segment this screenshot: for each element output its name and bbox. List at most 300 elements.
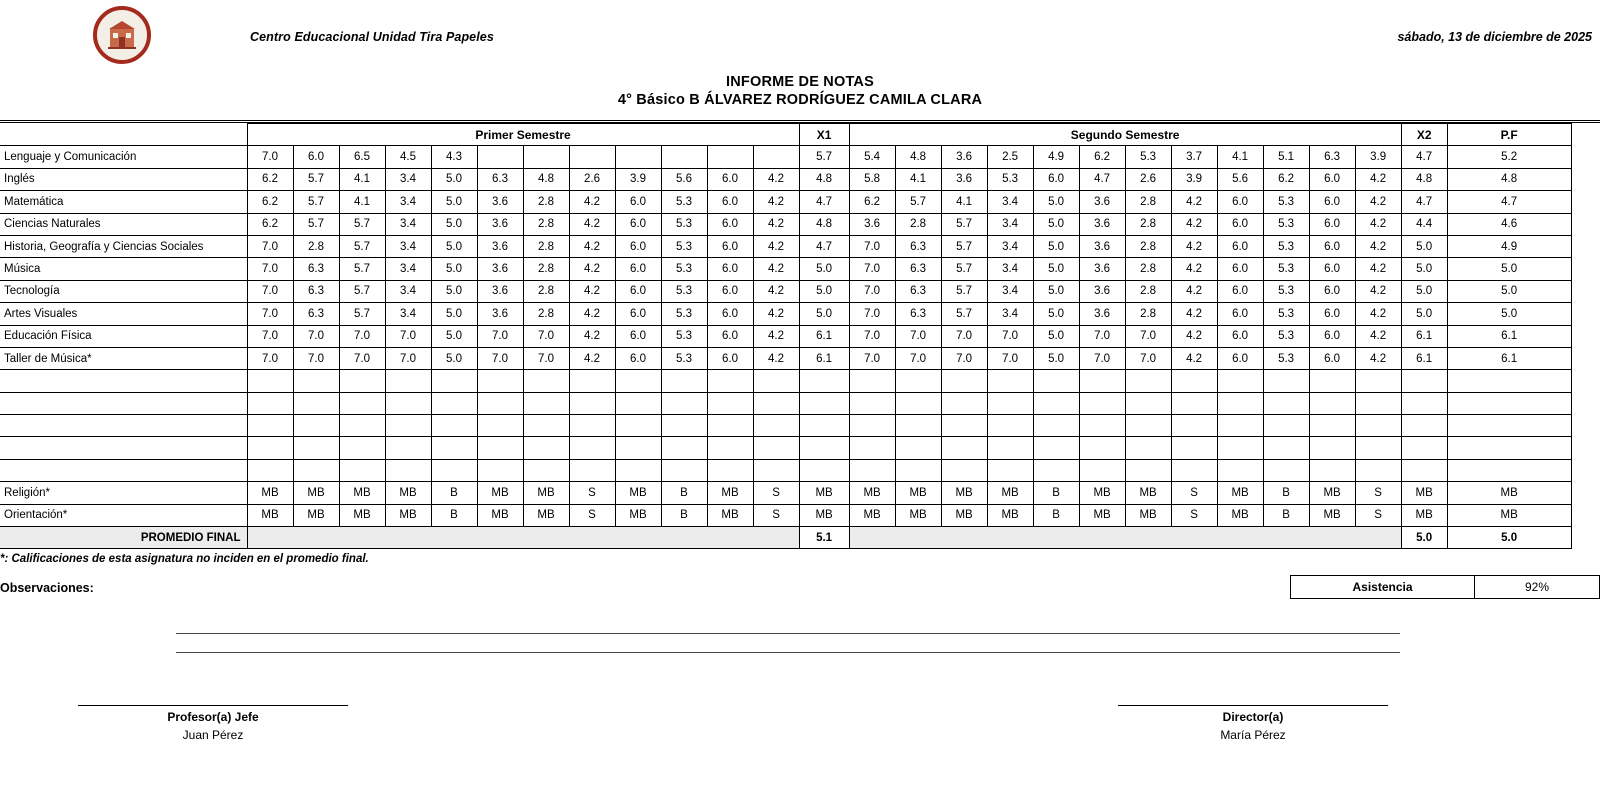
grade-cell-s2-4: 2.5 xyxy=(987,146,1033,168)
grade-cell-s2-4: 7.0 xyxy=(987,347,1033,369)
first-semester-header: Primer Semestre xyxy=(247,124,799,146)
grade-cell-empty xyxy=(849,459,895,481)
grade-cell-empty xyxy=(523,392,569,414)
final-grade: MB xyxy=(1447,482,1571,504)
grade-cell-empty xyxy=(1125,392,1171,414)
grade-cell-empty xyxy=(707,437,753,459)
grade-cell-s1-3: 5.7 xyxy=(339,235,385,257)
grade-cell-s1-3: 6.5 xyxy=(339,146,385,168)
grade-cell-s1-6: 7.0 xyxy=(477,347,523,369)
subject-name: Ciencias Naturales xyxy=(0,213,247,235)
x2-average: 5.0 xyxy=(1401,303,1447,325)
grade-cell-s1-2: 6.0 xyxy=(293,146,339,168)
grade-cell-empty xyxy=(431,415,477,437)
grade-cell-s1-9: 3.9 xyxy=(615,168,661,190)
grade-cell-empty xyxy=(1171,415,1217,437)
grade-cell-s2-11: 6.0 xyxy=(1309,191,1355,213)
grade-cell-s1-12: 4.2 xyxy=(753,168,799,190)
grade-cell-s2-4: 5.3 xyxy=(987,168,1033,190)
grade-cell-s1-10: 5.3 xyxy=(661,235,707,257)
grade-cell-s1-5: 5.0 xyxy=(431,168,477,190)
grade-cell-s2-9: 6.0 xyxy=(1217,191,1263,213)
grade-cell-s1-8: S xyxy=(569,504,615,526)
grade-cell-s2-3: MB xyxy=(941,504,987,526)
table-row xyxy=(0,280,1571,302)
grade-cell-s1-2: 6.3 xyxy=(293,303,339,325)
grade-cell-s2-2: 6.3 xyxy=(895,303,941,325)
grade-cell-s1-9: 6.0 xyxy=(615,235,661,257)
grade-cell-s1-11: 6.0 xyxy=(707,191,753,213)
grade-cell-s2-10: B xyxy=(1263,482,1309,504)
grade-cell-empty xyxy=(477,370,523,392)
grade-cell-s2-8: 4.2 xyxy=(1171,258,1217,280)
grade-cell-empty xyxy=(1355,415,1401,437)
grade-cell-empty xyxy=(1171,370,1217,392)
grade-cell-empty xyxy=(1447,437,1571,459)
grade-cell-empty xyxy=(753,459,799,481)
subject-name: Orientación* xyxy=(0,504,247,526)
grade-cell-empty xyxy=(799,437,849,459)
grade-cell-empty xyxy=(1263,370,1309,392)
x1-average: MB xyxy=(799,482,849,504)
grade-cell-s1-8: 4.2 xyxy=(569,303,615,325)
grade-cell-empty xyxy=(293,459,339,481)
grade-cell-s1-6: 3.6 xyxy=(477,258,523,280)
grade-cell-s2-10: 5.3 xyxy=(1263,280,1309,302)
grade-cell-s2-3: 5.7 xyxy=(941,235,987,257)
grade-cell-empty xyxy=(849,370,895,392)
grade-cell-s2-4: 3.4 xyxy=(987,235,1033,257)
teacher-role: Profesor(a) Jefe xyxy=(167,710,259,725)
grade-cell-empty xyxy=(477,459,523,481)
footnote: *: Calificaciones de esta asignatura no inciden en el promedio final. xyxy=(0,553,369,566)
grade-cell-empty xyxy=(1401,459,1447,481)
grade-cell-s2-10: 5.3 xyxy=(1263,213,1309,235)
grade-cell-s2-8: 3.7 xyxy=(1171,146,1217,168)
grade-cell-s2-7: 2.6 xyxy=(1125,168,1171,190)
grade-cell-s2-10: 5.3 xyxy=(1263,191,1309,213)
grade-cell-s1-3: 5.7 xyxy=(339,280,385,302)
grade-cell-empty xyxy=(661,392,707,414)
grade-cell-s1-5: 4.3 xyxy=(431,146,477,168)
grade-cell-s2-5: 5.0 xyxy=(1033,280,1079,302)
director-signature xyxy=(1118,705,1388,742)
grade-cell-s1-6: 3.6 xyxy=(477,303,523,325)
grade-cell-s1-7: 2.8 xyxy=(523,191,569,213)
grade-cell-empty xyxy=(339,415,385,437)
grade-cell-s2-8: 4.2 xyxy=(1171,280,1217,302)
grade-cell-empty xyxy=(1217,459,1263,481)
grade-cell-empty xyxy=(707,370,753,392)
grade-cell-empty xyxy=(799,392,849,414)
x2-average: 5.0 xyxy=(1401,280,1447,302)
final-grade: 4.7 xyxy=(1447,191,1571,213)
grade-cell-empty xyxy=(1125,370,1171,392)
grade-cell-s2-1: 6.2 xyxy=(849,191,895,213)
final-grade: 4.6 xyxy=(1447,213,1571,235)
grade-cell-empty xyxy=(1401,370,1447,392)
grade-cell-s2-5: 5.0 xyxy=(1033,258,1079,280)
grade-cell-s2-12: 4.2 xyxy=(1355,213,1401,235)
grade-cell-s1-1: MB xyxy=(247,504,293,526)
grade-cell-s2-6: 6.2 xyxy=(1079,146,1125,168)
grade-cell-empty xyxy=(339,392,385,414)
grade-cell-s1-1: 6.2 xyxy=(247,191,293,213)
grade-cell-s1-10: 5.3 xyxy=(661,347,707,369)
grade-cell-s1-7: 2.8 xyxy=(523,303,569,325)
grade-cell-s2-1: 5.4 xyxy=(849,146,895,168)
grade-cell-s1-9: 6.0 xyxy=(615,191,661,213)
grade-cell-empty xyxy=(247,392,293,414)
table-row xyxy=(0,213,1571,235)
grade-cell-s1-4: 3.4 xyxy=(385,280,431,302)
grade-cell-s2-2: 7.0 xyxy=(895,325,941,347)
grade-cell-s2-11: 6.0 xyxy=(1309,168,1355,190)
grade-cell-empty xyxy=(247,437,293,459)
grade-cell-s1-1: 6.2 xyxy=(247,213,293,235)
grade-cell-s1-8: S xyxy=(569,482,615,504)
grade-cell-s2-4: 3.4 xyxy=(987,213,1033,235)
x1-average: 5.0 xyxy=(799,303,849,325)
grade-cell-s1-4: 3.4 xyxy=(385,303,431,325)
grade-cell-empty xyxy=(1309,415,1355,437)
grade-cell-s1-5: 5.0 xyxy=(431,347,477,369)
director-name: María Pérez xyxy=(1220,728,1286,743)
grade-cell-empty xyxy=(615,437,661,459)
table-header-row xyxy=(0,124,1571,146)
grade-cell-s1-9: 6.0 xyxy=(615,280,661,302)
grade-cell-empty xyxy=(431,392,477,414)
grade-cell-empty xyxy=(431,370,477,392)
grade-cell-s1-11 xyxy=(707,146,753,168)
grade-cell-empty xyxy=(1309,392,1355,414)
grade-cell-s2-11: 6.0 xyxy=(1309,235,1355,257)
grade-cell-s2-3: 5.7 xyxy=(941,258,987,280)
grade-cell-empty xyxy=(1401,437,1447,459)
grade-cell-empty xyxy=(661,370,707,392)
grade-cell-empty xyxy=(895,370,941,392)
grade-cell-s1-10: 5.6 xyxy=(661,168,707,190)
grade-cell-s2-9: 6.0 xyxy=(1217,325,1263,347)
grade-cell-s2-1: 5.8 xyxy=(849,168,895,190)
observations-row xyxy=(0,581,1600,611)
grade-cell-s2-6: 7.0 xyxy=(1079,325,1125,347)
grade-cell-s1-7: 2.8 xyxy=(523,258,569,280)
grade-cell-s2-12: 4.2 xyxy=(1355,235,1401,257)
grade-cell-s2-1: MB xyxy=(849,504,895,526)
grade-cell-empty xyxy=(293,392,339,414)
second-semester-header: Segundo Semestre xyxy=(849,124,1401,146)
grade-cell-s1-6 xyxy=(477,146,523,168)
grade-cell-empty xyxy=(941,392,987,414)
grade-cell-s2-7: 7.0 xyxy=(1125,347,1171,369)
grade-cell-empty xyxy=(753,415,799,437)
grade-cell-s2-11: MB xyxy=(1309,504,1355,526)
grade-cell-s1-4: 7.0 xyxy=(385,347,431,369)
grade-cell-s1-2: 6.3 xyxy=(293,258,339,280)
grade-cell-s1-2: 5.7 xyxy=(293,191,339,213)
grade-cell-empty xyxy=(1171,459,1217,481)
grade-cell-s2-7: 2.8 xyxy=(1125,191,1171,213)
grade-cell-empty xyxy=(987,437,1033,459)
grade-cell-s1-1: 7.0 xyxy=(247,258,293,280)
grade-cell-empty xyxy=(1125,459,1171,481)
grade-cell-s1-11: MB xyxy=(707,482,753,504)
grade-cell-s1-10: B xyxy=(661,504,707,526)
subject-name: Artes Visuales xyxy=(0,303,247,325)
subject-name: Lenguaje y Comunicación xyxy=(0,146,247,168)
grade-cell-empty xyxy=(615,459,661,481)
grade-cell-s2-5: 4.9 xyxy=(1033,146,1079,168)
grade-cell-s2-5: 5.0 xyxy=(1033,347,1079,369)
grade-cell-empty xyxy=(431,437,477,459)
table-row-empty xyxy=(0,437,1571,459)
grade-cell-s2-5: 5.0 xyxy=(1033,235,1079,257)
table-row-empty xyxy=(0,392,1571,414)
grade-cell-empty xyxy=(895,459,941,481)
grade-cell-s1-3: MB xyxy=(339,482,385,504)
grade-cell-s2-3: 5.7 xyxy=(941,280,987,302)
grade-cell-s1-6: 3.6 xyxy=(477,235,523,257)
observations-line-1[interactable] xyxy=(176,615,1400,634)
grade-cell-empty xyxy=(1079,415,1125,437)
table-row-empty xyxy=(0,459,1571,481)
grade-cell-s2-1: 7.0 xyxy=(849,347,895,369)
grade-cell-empty xyxy=(247,459,293,481)
table-row xyxy=(0,191,1571,213)
subject-name: Taller de Música* xyxy=(0,347,247,369)
grade-cell-s1-2: 7.0 xyxy=(293,325,339,347)
grade-cell-empty xyxy=(987,392,1033,414)
grade-cell-s1-5: 5.0 xyxy=(431,280,477,302)
x1-average: 6.1 xyxy=(799,347,849,369)
observations-lines xyxy=(176,615,1400,653)
grade-cell-s2-12: 4.2 xyxy=(1355,258,1401,280)
grade-cell-s1-11: 6.0 xyxy=(707,347,753,369)
grade-cell-empty xyxy=(941,437,987,459)
grade-cell-s1-12: 4.2 xyxy=(753,235,799,257)
grade-cell-s1-2: MB xyxy=(293,504,339,526)
grade-cell-s1-10: 5.3 xyxy=(661,325,707,347)
subject-name-empty xyxy=(0,392,247,414)
final-grade: 6.1 xyxy=(1447,325,1571,347)
grade-cell-s2-12: 3.9 xyxy=(1355,146,1401,168)
x1-average: 4.7 xyxy=(799,235,849,257)
signatures-area xyxy=(0,705,1600,765)
grade-cell-s2-12: 4.2 xyxy=(1355,280,1401,302)
grade-cell-s1-5: 5.0 xyxy=(431,235,477,257)
grade-cell-s1-11: 6.0 xyxy=(707,213,753,235)
grade-cell-s1-6: 3.6 xyxy=(477,213,523,235)
grade-cell-s2-5: 5.0 xyxy=(1033,303,1079,325)
grade-cell-empty xyxy=(1309,437,1355,459)
grade-cell-s1-10: 5.3 xyxy=(661,303,707,325)
school-building-icon xyxy=(105,20,139,50)
grade-cell-s1-9: MB xyxy=(615,504,661,526)
grade-cell-s2-2: 5.7 xyxy=(895,191,941,213)
grade-cell-s1-6: MB xyxy=(477,482,523,504)
grade-cell-s1-4: 3.4 xyxy=(385,258,431,280)
x2-average: 4.8 xyxy=(1401,168,1447,190)
x1-average: MB xyxy=(799,504,849,526)
grade-cell-empty xyxy=(523,437,569,459)
grade-cell-s1-11: 6.0 xyxy=(707,235,753,257)
grade-cell-s1-4: 7.0 xyxy=(385,325,431,347)
grade-cell-s1-8: 2.6 xyxy=(569,168,615,190)
grade-cell-empty xyxy=(1125,415,1171,437)
grade-cell-s2-8: 4.2 xyxy=(1171,303,1217,325)
grade-cell-s2-9: 6.0 xyxy=(1217,280,1263,302)
grade-cell-s1-8: 4.2 xyxy=(569,280,615,302)
table-row xyxy=(0,325,1571,347)
grade-cell-s2-2: 6.3 xyxy=(895,280,941,302)
grade-cell-s1-1: 7.0 xyxy=(247,347,293,369)
grade-cell-s1-8: 4.2 xyxy=(569,347,615,369)
grade-cell-empty xyxy=(1033,437,1079,459)
table-row xyxy=(0,347,1571,369)
grade-cell-s2-1: 7.0 xyxy=(849,235,895,257)
grade-cell-s1-10 xyxy=(661,146,707,168)
grade-cell-s2-12: 4.2 xyxy=(1355,303,1401,325)
grade-cell-s2-9: MB xyxy=(1217,504,1263,526)
grade-cell-empty xyxy=(615,392,661,414)
grade-cell-s2-12: 4.2 xyxy=(1355,168,1401,190)
grade-cell-empty xyxy=(1033,415,1079,437)
grade-cell-s1-1: 7.0 xyxy=(247,235,293,257)
grade-cell-s1-3: 4.1 xyxy=(339,168,385,190)
grade-cell-s1-1: 7.0 xyxy=(247,146,293,168)
grade-cell-s1-9 xyxy=(615,146,661,168)
grade-cell-s1-12: 4.2 xyxy=(753,303,799,325)
subject-name: Tecnología xyxy=(0,280,247,302)
grade-cell-empty xyxy=(431,459,477,481)
final-grade: 6.1 xyxy=(1447,347,1571,369)
grade-cell-s1-11: MB xyxy=(707,504,753,526)
grade-cell-s2-7: 2.8 xyxy=(1125,235,1171,257)
final-average-blank-s2 xyxy=(849,527,1401,549)
grade-cell-s1-12: 4.2 xyxy=(753,280,799,302)
grade-cell-s2-4: 3.4 xyxy=(987,280,1033,302)
grade-cell-s1-5: 5.0 xyxy=(431,213,477,235)
final-average-x2: 5.0 xyxy=(1401,527,1447,549)
grade-cell-empty xyxy=(707,392,753,414)
grade-cell-s1-12: S xyxy=(753,504,799,526)
grade-cell-s1-4: 3.4 xyxy=(385,168,431,190)
grade-cell-s1-11: 6.0 xyxy=(707,280,753,302)
grade-cell-empty xyxy=(1125,437,1171,459)
subject-name: Inglés xyxy=(0,168,247,190)
grade-cell-s1-5: 5.0 xyxy=(431,303,477,325)
grade-cell-s2-2: MB xyxy=(895,482,941,504)
final-average-blank-s1 xyxy=(247,527,799,549)
grade-cell-empty xyxy=(753,437,799,459)
x1-average: 4.7 xyxy=(799,191,849,213)
grade-cell-s1-10: B xyxy=(661,482,707,504)
grade-cell-s1-6: 3.6 xyxy=(477,191,523,213)
attendance-label: Asistencia xyxy=(1290,575,1475,599)
grade-cell-empty xyxy=(385,370,431,392)
grade-cell-s1-6: 6.3 xyxy=(477,168,523,190)
grade-cell-s1-8 xyxy=(569,146,615,168)
grade-cell-s2-2: MB xyxy=(895,504,941,526)
final-average-row xyxy=(0,527,1571,549)
teacher-name: Juan Pérez xyxy=(182,728,244,743)
grade-cell-empty xyxy=(339,437,385,459)
grade-cell-empty xyxy=(1171,392,1217,414)
grade-cell-empty xyxy=(1217,437,1263,459)
grade-cell-s2-10: 5.3 xyxy=(1263,325,1309,347)
subject-name: Matemática xyxy=(0,191,247,213)
grade-cell-s1-2: 5.7 xyxy=(293,213,339,235)
final-grade: MB xyxy=(1447,504,1571,526)
grade-cell-empty xyxy=(385,415,431,437)
grade-cell-s1-4: 4.5 xyxy=(385,146,431,168)
grade-cell-s2-7: 2.8 xyxy=(1125,303,1171,325)
table-row xyxy=(0,303,1571,325)
grade-cell-s1-1: 7.0 xyxy=(247,280,293,302)
grade-cell-s2-5: 5.0 xyxy=(1033,325,1079,347)
grade-cell-empty xyxy=(339,370,385,392)
grade-cell-s1-3: 5.7 xyxy=(339,258,385,280)
table-row xyxy=(0,258,1571,280)
grade-cell-empty xyxy=(1447,459,1571,481)
grade-cell-s1-7: 4.8 xyxy=(523,168,569,190)
x2-average: 4.7 xyxy=(1401,146,1447,168)
grade-cell-s2-6: 3.6 xyxy=(1079,191,1125,213)
grade-cell-empty xyxy=(987,370,1033,392)
x1-header: X1 xyxy=(799,124,849,146)
school-logo xyxy=(93,6,151,64)
attendance-value: 92% xyxy=(1475,575,1600,599)
grade-cell-empty xyxy=(339,459,385,481)
grade-cell-s1-1: 7.0 xyxy=(247,303,293,325)
grade-cell-s2-6: 7.0 xyxy=(1079,347,1125,369)
grade-cell-empty xyxy=(569,459,615,481)
grade-cell-s2-12: S xyxy=(1355,482,1401,504)
grade-cell-s2-2: 6.3 xyxy=(895,258,941,280)
grade-cell-s2-5: 5.0 xyxy=(1033,213,1079,235)
grade-cell-empty xyxy=(385,392,431,414)
grade-cell-empty xyxy=(293,437,339,459)
director-role: Director(a) xyxy=(1222,710,1284,725)
table-row xyxy=(0,146,1571,168)
x2-average: 4.4 xyxy=(1401,213,1447,235)
observations-line-2[interactable] xyxy=(176,634,1400,653)
grade-cell-s1-7: 7.0 xyxy=(523,325,569,347)
grade-cell-empty xyxy=(1033,370,1079,392)
grade-cell-empty xyxy=(941,370,987,392)
grade-cell-empty xyxy=(1309,459,1355,481)
grade-cell-empty xyxy=(799,370,849,392)
grade-cell-empty xyxy=(799,415,849,437)
grade-cell-empty xyxy=(523,459,569,481)
grade-cell-s2-8: S xyxy=(1171,482,1217,504)
grade-cell-empty xyxy=(1263,437,1309,459)
page-title: INFORME DE NOTAS xyxy=(726,74,874,90)
grade-cell-empty xyxy=(895,437,941,459)
grade-cell-empty xyxy=(1447,392,1571,414)
grade-cell-s1-8: 4.2 xyxy=(569,325,615,347)
grade-cell-empty xyxy=(1355,370,1401,392)
grade-cell-s2-4: MB xyxy=(987,504,1033,526)
grade-cell-empty xyxy=(1355,392,1401,414)
grade-cell-s1-6: MB xyxy=(477,504,523,526)
grade-cell-s1-1: 7.0 xyxy=(247,325,293,347)
director-signature-line xyxy=(1118,705,1388,706)
grade-cell-s2-8: 3.9 xyxy=(1171,168,1217,190)
grade-cell-s2-7: MB xyxy=(1125,482,1171,504)
grade-cell-empty xyxy=(1033,392,1079,414)
